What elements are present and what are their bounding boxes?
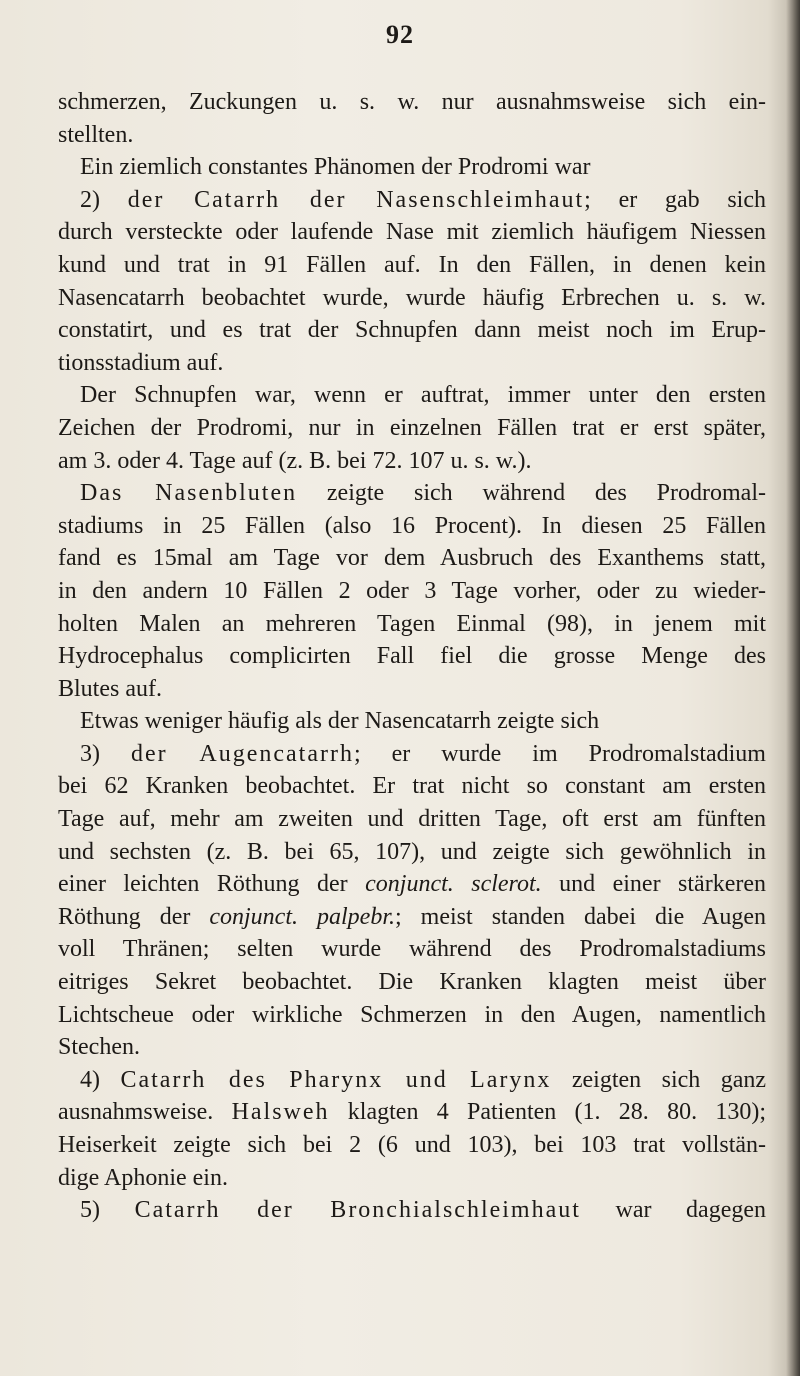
text-line: am 3. oder 4. Tage auf (z. B. bei 72. 107 u. s. w.).	[58, 447, 532, 474]
text-line: schmerzen, Zuckungen u. s. w. nur ausnahmsweise sich ein-	[58, 89, 766, 115]
text-line: Etwas weniger häufig als der Nasencatarrh zeigte sich	[80, 708, 600, 735]
text-line: Stechen.	[58, 1034, 140, 1061]
text-line: eitriges Sekret beobachtet. Die Kranken klagten meist über	[58, 969, 766, 996]
text-line: in den andern 10 Fällen 2 oder 3 Tage vorher, oder zu wieder-	[58, 577, 766, 604]
text-line: Lichtscheue oder wirkliche Schmerzen in den Augen, namentlich	[58, 1001, 766, 1028]
text-line: 5) Catarrh der Bronchialschleimhaut war dagegen	[80, 1197, 766, 1224]
text-line: fand es 15mal am Tage vor dem Ausbruch des Exanthems statt,	[58, 545, 766, 572]
page-number: 92	[386, 20, 414, 49]
text-line: tionsstadium auf.	[58, 349, 224, 376]
text-line: Das Nasenbluten zeigte sich während des Prodromal-	[80, 480, 766, 507]
text-line: einer leichten Röthung der conjunct. sclerot. und einer stärkeren	[58, 871, 766, 898]
text-line: dige Aphonie ein.	[58, 1164, 228, 1191]
text-line: 4) Catarrh des Pharynx und Larynx zeigten sich ganz	[80, 1066, 766, 1093]
text-line: bei 62 Kranken beobachtet. Er trat nicht so constant am ersten	[58, 773, 766, 800]
text-line: Ein ziemlich constantes Phänomen der Prodromi war	[80, 154, 591, 181]
text-line: stellten.	[58, 121, 134, 148]
text-line: Heiserkeit zeigte sich bei 2 (6 und 103), bei 103 trat vollstän-	[58, 1132, 766, 1158]
text-line: ausnahmsweise. Halsweh klagten 4 Patienten (1. 28. 80. 130);	[58, 1099, 766, 1126]
body-text	[58, 86, 766, 1227]
text-line: Hydrocephalus complicirten Fall fiel die grosse Menge des	[58, 643, 766, 670]
text-line: Röthung der conjunct. palpebr.; meist standen dabei die Augen	[58, 903, 766, 930]
text-line: constatirt, und es trat der Schnupfen dann meist noch im Erup-	[58, 317, 766, 344]
text-line: 3) der Augencatarrh; er wurde im Prodromalstadium	[80, 740, 766, 767]
text-line: Nasencatarrh beobachtet wurde, wurde häufig Erbrechen u. s. w.	[58, 284, 766, 311]
text-line: Der Schnupfen war, wenn er auftrat, immer unter den ersten	[80, 382, 766, 409]
text-line: und sechsten (z. B. bei 65, 107), und zeigte sich gewöhnlich in	[58, 838, 766, 865]
page-binding-edge	[786, 0, 800, 1376]
text-line: Zeichen der Prodromi, nur in einzelnen Fällen trat er erst später,	[58, 414, 766, 441]
text-line: 2) der Catarrh der Nasenschleimhaut; er gab sich	[80, 186, 766, 213]
text-line: Tage auf, mehr am zweiten und dritten Tage, oft erst am fünften	[58, 806, 766, 833]
text-line: stadiums in 25 Fällen (also 16 Procent). In diesen 25 Fällen	[58, 512, 766, 539]
text-line: kund und trat in 91 Fällen auf. In den Fällen, in denen kein	[58, 251, 766, 278]
text-line: Blutes auf.	[58, 675, 162, 702]
text-line: voll Thränen; selten wurde während des Prodromalstadiums	[58, 936, 766, 963]
text-line: holten Malen an mehreren Tagen Einmal (98), in jenem mit	[58, 610, 766, 637]
text-line: durch versteckte oder laufende Nase mit ziemlich häufigem Niessen	[58, 219, 766, 246]
